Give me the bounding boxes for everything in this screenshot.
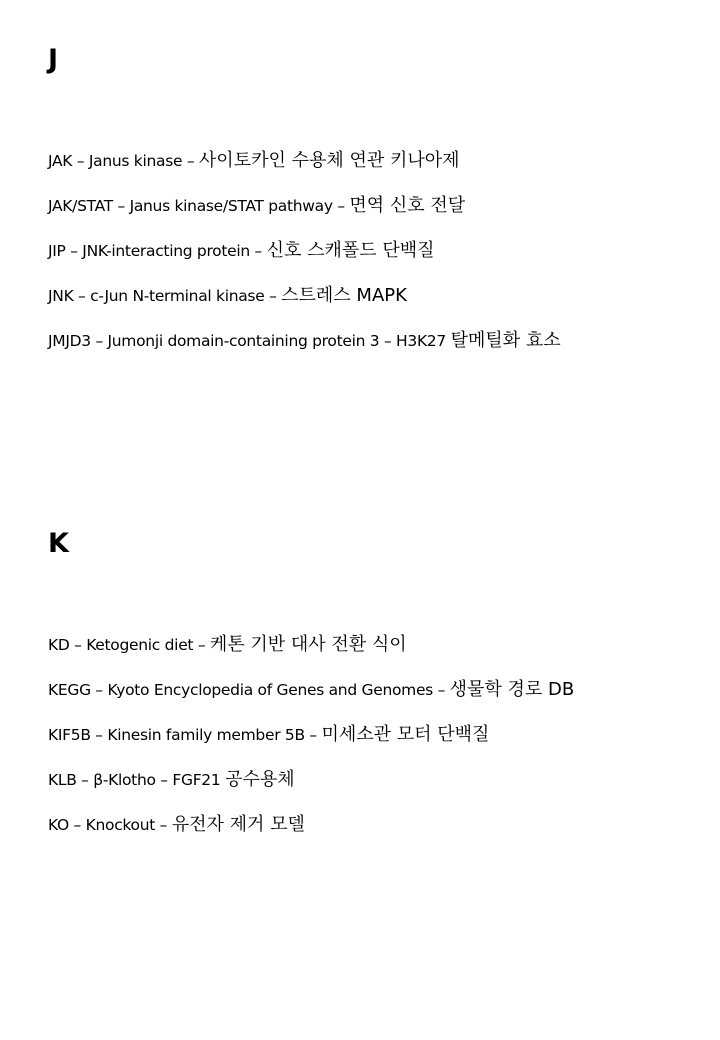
list-item <box>48 722 708 767</box>
list-item <box>48 193 708 238</box>
term-definition: JMJD3 – Jumonji domain-containing protein 3 – H3K27 <box>48 332 451 350</box>
list-item <box>48 677 708 722</box>
term-definition: KD – Ketogenic diet – <box>48 636 210 654</box>
term-definition: JNK – c-Jun N-terminal kinase – <box>48 287 282 305</box>
list-item <box>48 812 708 857</box>
glossary-list-j <box>48 148 708 373</box>
term-korean-gloss: 공수용체 <box>225 769 295 790</box>
glossary-list-k <box>48 632 708 857</box>
term-korean-gloss: 생물학 경로 DB <box>449 679 575 700</box>
term-definition: JIP – JNK-interacting protein – <box>48 242 267 260</box>
section-heading-k: K <box>48 528 69 559</box>
term-korean-gloss: 신호 스캐폴드 단백질 <box>266 240 435 261</box>
list-item <box>48 328 708 373</box>
list-item <box>48 148 708 193</box>
term-korean-gloss: 사이토카인 수용체 연관 키나아제 <box>198 150 460 171</box>
term-definition: KLB – β-Klotho – FGF21 <box>48 771 226 789</box>
term-korean-gloss: 탈메틸화 효소 <box>450 330 561 351</box>
term-korean-gloss: 유전자 제거 모델 <box>171 814 305 835</box>
term-definition: KO – Knockout – <box>48 816 172 834</box>
section-heading-j: J <box>48 44 59 75</box>
term-korean-gloss: 면역 신호 전달 <box>349 195 466 216</box>
list-item <box>48 632 708 677</box>
list-item <box>48 283 708 328</box>
term-definition: KIF5B – Kinesin family member 5B – <box>48 726 322 744</box>
term-definition: JAK – Janus kinase – <box>48 152 199 170</box>
term-korean-gloss: 스트레스 MAPK <box>281 285 407 306</box>
term-definition: KEGG – Kyoto Encyclopedia of Genes and Genomes – <box>48 681 450 699</box>
term-definition: JAK/STAT – Janus kinase/STAT pathway – <box>48 197 350 215</box>
list-item <box>48 238 708 283</box>
term-korean-gloss: 미세소관 모터 단백질 <box>321 724 490 745</box>
list-item <box>48 767 708 812</box>
term-korean-gloss: 케톤 기반 대사 전환 식이 <box>209 634 407 655</box>
